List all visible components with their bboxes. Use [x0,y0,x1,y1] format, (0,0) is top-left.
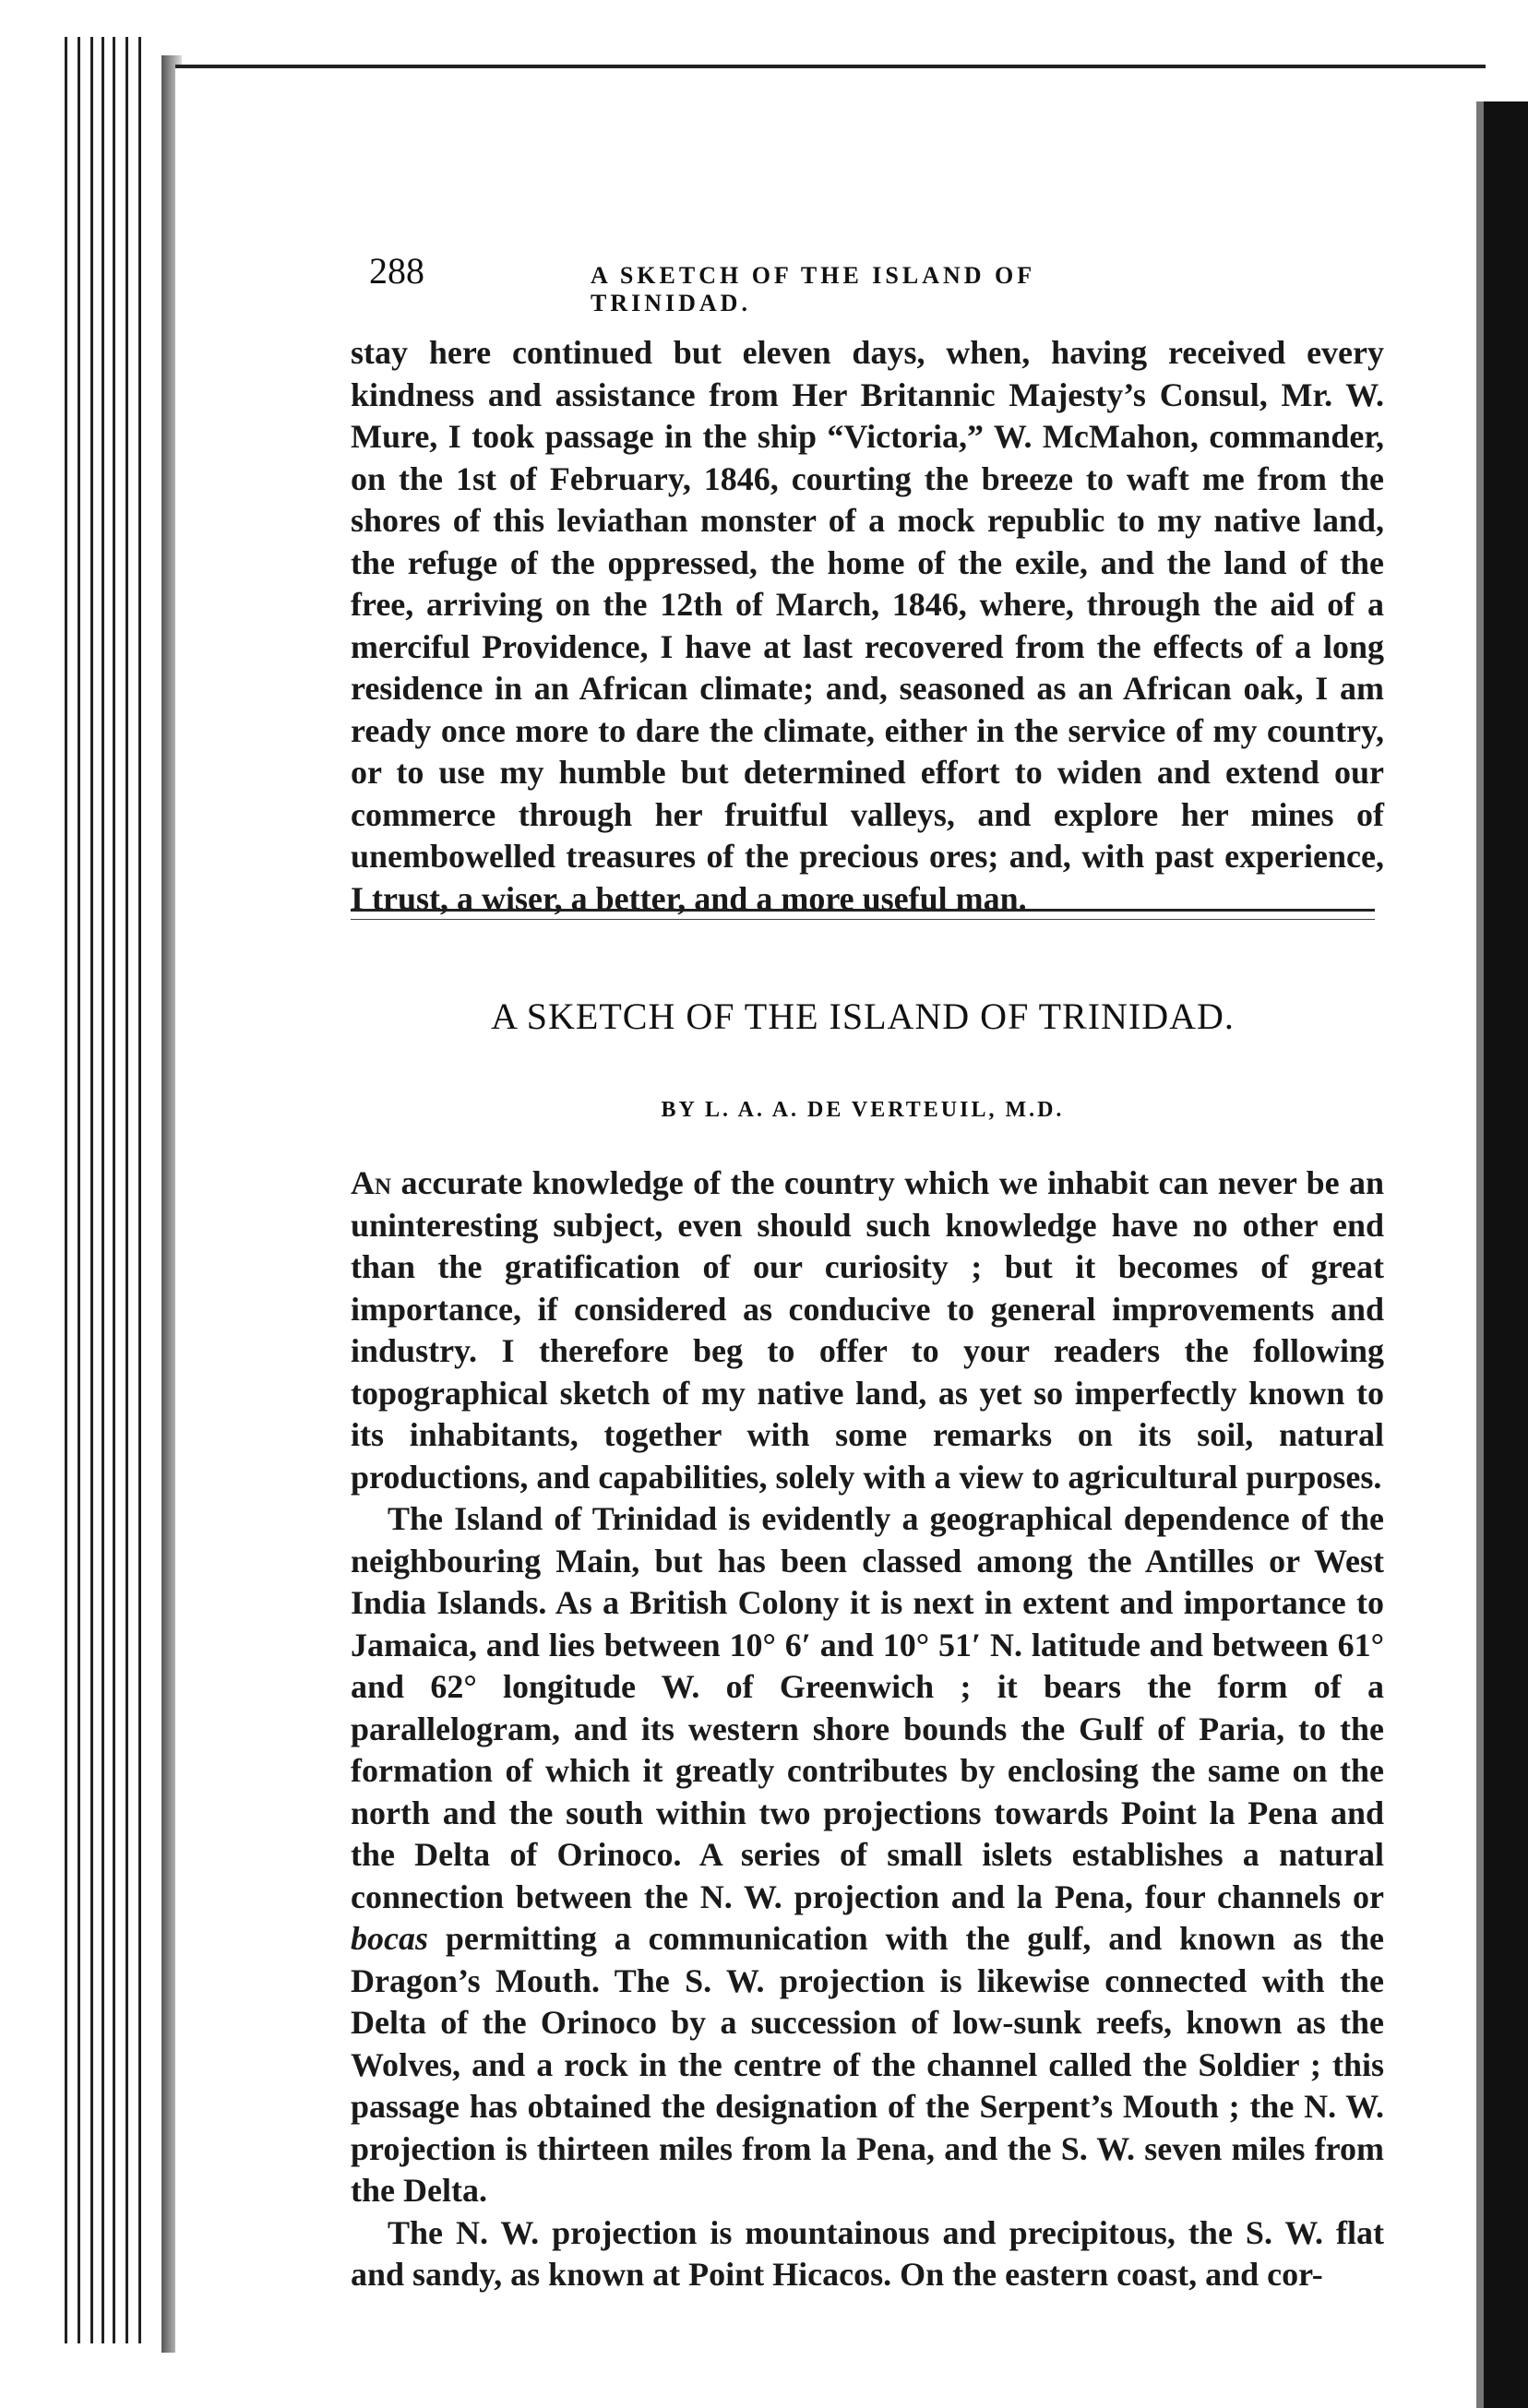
previous-article-ending [351,332,1384,920]
paragraph-1 [351,1162,1384,1498]
dropcap-word: An [351,1164,392,1201]
paragraph-2-text-b: permitting a communication with the gulf, and known as the Dragon’s Mouth. The S. W. projection is likewise connected with the Delta of the Orinoco by a succession of low-sunk reefs, known as the Wolves, and a rock in the centre of the channel called the Soldier ; this passage has obtained the designation of the Serpent’s Mouth ; the N. W. projection is thirteen miles from la Pena, and the S. W. seven miles from the Delta. [351,1920,1384,2209]
running-head-title: A SKETCH OF THE ISLAND OF TRINIDAD. [591,262,1035,316]
running-head [369,249,1200,316]
paragraph-2-text-a: The Island of Trinidad is evidently a geographical dependence of the neighbouring Main, but has been classed among the Antilles or West India Islands. As a British Colony it is next in extent and importance to Jamaica, and lies between 10° 6′ and 10° 51′ N. latitude and between 61° and 62° longitude W. of Greenwich ; it bears the form of a parallelogram, and its western shore bounds the Gulf of Paria, to the formation of which it greatly contributes by enclosing the same on the north and the south within two projections towards Point la Pena and the Delta of Orinoco. A series of small islets establishes a natural connection between the N. W. projection and la Pena, four channels or [351,1500,1384,1915]
paragraph-2-italic: bocas [351,1920,428,1957]
page-number: 288 [369,250,424,292]
paragraph-3: The N. W. projection is mountainous and precipitous, the S. W. flat and sandy, as known at Point Hicacos. On the eastern coast, and cor- [351,2213,1384,2293]
section-divider [351,909,1375,912]
article-byline: BY L. A. A. DE VERTEUIL, M.D. [661,1098,1065,1122]
section-divider-thin [351,919,1375,920]
article-title: A SKETCH OF THE ISLAND OF TRINIDAD. [491,995,1235,1037]
paragraph-2 [351,1498,1384,2212]
article-body [351,1162,1384,2296]
paragraph-1-text: accurate knowledge of the country which we inhabit can never be an uninteresting subject, even should such knowledge have no other end than the gratification of our curiosity ; but it becomes of great importance, if considered as conducive to general improvements and industry. I therefore beg to offer to your readers the following topographical sketch of my native land, as yet so imperfectly known to its inhabitants, together with some remarks on its soil, natural productions, and capabilities, solely with a view to agricultural purposes. [351,1164,1384,1496]
right-page-edge [1484,101,1528,2408]
closing-paragraph: stay here continued but eleven days, when, having received every kindness and assistance from Her Britannic Majesty’s Consul, Mr. W. Mure, I took passage in the ship “Victoria,” W. McMahon, commander, on the 1st of February, 1846, courting the breeze to waft me from the shores of this leviathan monster of a mock republic to my native land, the refuge of the oppressed, the home of the exile, and the land of the free, arriving on the 12th of March, 1846, where, through the aid of a merciful Providence, I have at last recovered from the effects of a long residence in an African climate; and, seasoned as an African oak, I am ready once more to dare the climate, either in the service of my country, or to use my humble but determined effort to widen and extend our commerce through her fruitful valleys, and explore her mines of unembowelled treasures of the precious ores; and, with past experience, I trust, a wiser, a better, and a more useful man. [351,334,1384,917]
right-page-edge-shadow [1476,101,1484,2408]
